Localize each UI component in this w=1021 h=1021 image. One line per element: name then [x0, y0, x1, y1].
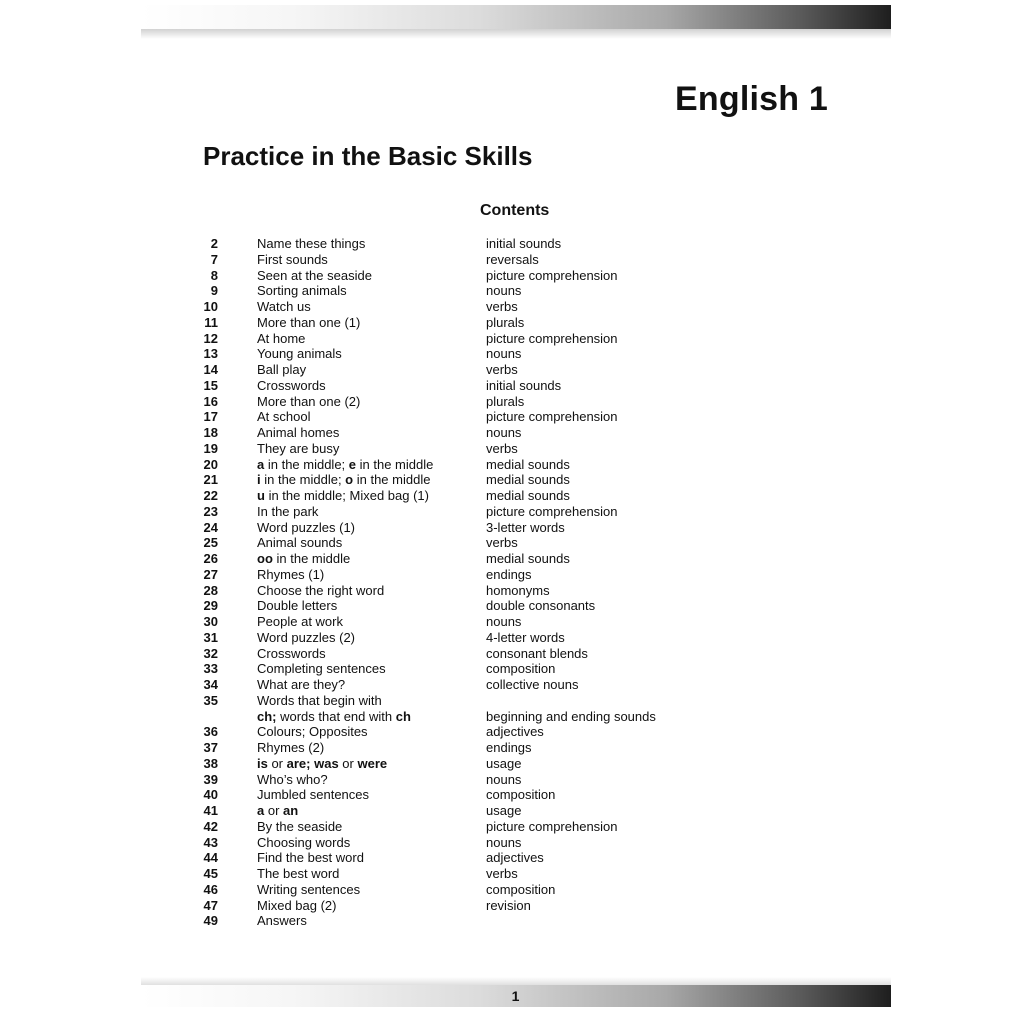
title-segment: were: [357, 755, 388, 771]
contents-entry-title: [257, 315, 486, 331]
contents-page-number: 46: [203, 881, 218, 897]
contents-topic: medial sounds: [486, 551, 570, 566]
contents-entry-title: [257, 850, 486, 866]
contents-row: [190, 677, 730, 693]
title-segment: Double letters: [257, 598, 338, 614]
contents-row: [190, 504, 730, 520]
contents-entry-title: [257, 772, 486, 788]
contents-entry-title: [257, 646, 486, 662]
contents-entry-title: [257, 598, 486, 614]
contents-row: [190, 614, 730, 630]
title-segment: a: [257, 456, 265, 472]
contents-entry-title: [257, 740, 486, 756]
contents-topic: picture comprehension: [486, 409, 618, 425]
contents-page-number: 30: [203, 614, 218, 629]
contents-page-number: 24: [203, 519, 218, 535]
contents-page-number: 35: [203, 692, 218, 708]
title-segment: Young animals: [257, 346, 342, 362]
contents-page-number: 36: [203, 724, 218, 740]
contents-topic: endings: [486, 740, 532, 755]
title-segment: Crosswords: [257, 377, 326, 393]
title-segment: Find the best word: [257, 850, 364, 866]
contents-topic: plurals: [486, 393, 525, 409]
title-segment: Sorting animals: [257, 283, 347, 299]
title-segment: Watch us: [257, 299, 311, 314]
contents-entry-title: [257, 693, 486, 709]
contents-entry-title: [257, 882, 486, 898]
title-segment: At school: [257, 409, 311, 425]
contents-page-number: 44: [203, 850, 218, 866]
contents-topic: revision: [486, 897, 531, 913]
contents-row: [190, 299, 730, 315]
contents-page-number: 34: [203, 677, 218, 692]
contents-page-number: 16: [203, 393, 218, 409]
contents-page-number: 14: [203, 362, 218, 377]
title-segment: or: [338, 755, 358, 771]
title-segment: a: [257, 803, 265, 818]
contents-heading: Contents: [480, 202, 550, 219]
contents-row: [190, 283, 730, 299]
title-segment: Answers: [257, 913, 307, 929]
title-segment: or: [267, 755, 287, 771]
contents-page-number: 21: [203, 472, 218, 488]
contents-page-number: 31: [203, 629, 218, 645]
contents-topic: medial sounds: [486, 488, 570, 503]
contents-row: [190, 331, 730, 347]
contents-topic: initial sounds: [486, 377, 562, 393]
title-segment: Word puzzles (1): [257, 519, 356, 535]
contents-row: [190, 362, 730, 378]
contents-topic: endings: [486, 566, 532, 582]
title-segment: In the park: [257, 503, 319, 519]
title-segment: are; was: [286, 755, 339, 771]
contents-row: [190, 567, 730, 583]
title-segment: u: [257, 488, 265, 503]
contents-entry-title: [257, 346, 486, 362]
contents-entry-title: [257, 236, 486, 252]
contents-topic: homonyms: [486, 582, 550, 598]
title-segment: Rhymes (2): [257, 740, 325, 755]
contents-page-number: 10: [203, 299, 218, 314]
contents-topic: verbs: [486, 440, 518, 456]
contents-row: [190, 598, 730, 614]
title-segment: in the middle: [272, 551, 351, 566]
title-segment: The best word: [257, 866, 340, 881]
contents-entry-title: [257, 535, 486, 551]
contents-page-number: 29: [203, 598, 218, 614]
contents-topic: nouns: [486, 346, 522, 362]
contents-page-number: 19: [203, 440, 218, 456]
contents-page-number: 17: [203, 409, 218, 425]
contents-topic: composition: [486, 661, 556, 677]
contents-topic: plurals: [486, 314, 525, 330]
contents-row: [190, 882, 730, 898]
contents-topic: composition: [486, 881, 556, 897]
contents-topic: verbs: [486, 535, 518, 551]
contents-entry-title: [257, 299, 486, 315]
contents-row: [190, 630, 730, 646]
contents-row: [190, 850, 730, 866]
title-segment: Word puzzles (2): [257, 629, 356, 645]
contents-topic: usage: [486, 803, 522, 818]
title-segment: Rhymes (1): [257, 566, 325, 582]
contents-topic: verbs: [486, 362, 518, 377]
title-segment: oo: [257, 551, 273, 566]
contents-row: [190, 457, 730, 473]
contents-topic: initial sounds: [486, 236, 562, 251]
contents-topic: nouns: [486, 425, 522, 440]
title-segment: More than one (1): [257, 314, 361, 330]
contents-entry-title: [257, 614, 486, 630]
title-segment: First sounds: [257, 251, 328, 267]
contents-page-number: 38: [203, 755, 218, 771]
contents-topic: consonant blends: [486, 645, 588, 661]
contents-entry-title: [257, 724, 486, 740]
contents-row: [190, 646, 730, 662]
contents-entry-title: [257, 425, 486, 441]
title-segment: Name these things: [257, 236, 366, 251]
title-segment: or: [264, 803, 284, 818]
contents-page-number: 37: [203, 740, 218, 755]
contents-page-number: 18: [203, 425, 218, 440]
contents-page-number: 26: [203, 551, 218, 566]
title-segment: Completing sentences: [257, 661, 386, 677]
contents-topic: double consonants: [486, 598, 596, 614]
contents-page-number: 49: [203, 913, 218, 929]
title-segment: Choosing words: [257, 834, 351, 850]
contents-page-number: 15: [203, 377, 218, 393]
contents-row: [190, 236, 730, 252]
contents-entry-title: [257, 677, 486, 693]
contents-page-number: 13: [203, 346, 218, 362]
contents-page-number: 47: [203, 897, 218, 913]
title-segment: in the middle;: [264, 456, 349, 472]
title-segment: Mixed bag (2): [257, 897, 337, 913]
contents-entry-title: [257, 661, 486, 677]
contents-row: [190, 756, 730, 772]
contents-entry-title: [257, 787, 486, 803]
contents-page-number: 42: [203, 818, 218, 834]
title-segment: Animal sounds: [257, 535, 343, 551]
contents-page-number: 40: [203, 787, 218, 803]
contents-entry-title: [257, 268, 486, 284]
contents-row: [190, 740, 730, 756]
contents-topic: nouns: [486, 834, 522, 850]
title-segment: By the seaside: [257, 818, 343, 834]
contents-row: [190, 551, 730, 567]
contents-page-number: [190, 709, 218, 725]
title-segment: in the middle; Mixed bag (1): [264, 488, 429, 503]
contents-entry-title: [257, 457, 486, 473]
contents-row: [190, 819, 730, 835]
contents-row: [190, 535, 730, 551]
title-segment: in the middle: [356, 456, 434, 472]
contents-row: [190, 803, 730, 819]
contents-topic: usage: [486, 755, 522, 771]
title-segment: e: [348, 456, 357, 472]
contents-entry-title: [257, 394, 486, 410]
contents-entry-title: [257, 488, 486, 504]
title-segment: People at work: [257, 614, 343, 629]
contents-page-number: 27: [203, 566, 218, 582]
contents-page-number: 7: [210, 251, 218, 267]
title-segment: Colours; Opposites: [257, 724, 368, 740]
contents-row: [190, 913, 730, 929]
title-segment: o: [345, 472, 354, 488]
contents-topic: picture comprehension: [486, 330, 618, 346]
contents-row: [190, 724, 730, 740]
book-subtitle: Practice in the Basic Skills: [203, 141, 533, 171]
title-segment: is: [257, 755, 268, 771]
contents-topic: composition: [486, 787, 556, 803]
contents-row: [190, 252, 730, 268]
contents-page-number: 25: [203, 535, 218, 551]
title-segment: At home: [257, 330, 306, 346]
contents-entry-title: [257, 409, 486, 425]
contents-topic: medial sounds: [486, 472, 570, 488]
contents-row: [190, 787, 730, 803]
contents-entry-title: [257, 504, 486, 520]
title-segment: Choose the right word: [257, 582, 385, 598]
contents-entry-title: [257, 378, 486, 394]
contents-row: [190, 346, 730, 362]
contents-page-number: 43: [203, 834, 218, 850]
contents-page-number: 28: [203, 582, 218, 598]
contents-row: [190, 661, 730, 677]
contents-row: [190, 583, 730, 599]
contents-entry-title: [257, 913, 486, 929]
contents-page-number: 22: [203, 488, 218, 503]
contents-row: [190, 394, 730, 410]
book-title: English 1: [675, 80, 828, 118]
contents-row: [190, 378, 730, 394]
contents-entry-title: [257, 441, 486, 457]
contents-entry-title: [257, 898, 486, 914]
contents-entry-title: [257, 567, 486, 583]
contents-row: [190, 488, 730, 504]
contents-row: [190, 772, 730, 788]
contents-page-number: 11: [204, 314, 218, 330]
page-number: 1: [511, 988, 520, 1004]
contents-page-number: 20: [203, 456, 218, 472]
contents-topic: picture comprehension: [486, 503, 618, 519]
contents-page-number: 32: [203, 645, 218, 661]
contents-page-number: 41: [203, 803, 218, 818]
contents-topic: verbs: [486, 866, 518, 881]
contents-topic: beginning and ending sounds: [486, 708, 656, 724]
contents-topic: 4-letter words: [486, 629, 565, 645]
title-segment: Words that begin with: [257, 692, 382, 708]
contents-page-number: 12: [203, 330, 218, 346]
title-segment: ch: [395, 708, 411, 724]
contents-entry-title: [257, 583, 486, 599]
contents-entry-title: [257, 630, 486, 646]
contents-page-number: 2: [210, 236, 218, 251]
title-segment: Writing sentences: [257, 881, 361, 897]
contents-page-number: 33: [203, 661, 218, 677]
title-segment: an: [283, 803, 299, 818]
contents-entry-title: [257, 709, 486, 725]
contents-topic: nouns: [486, 771, 522, 787]
contents-topic: adjectives: [486, 724, 544, 740]
contents-topic: collective nouns: [486, 677, 579, 692]
title-segment: They are busy: [257, 440, 340, 456]
contents-row: [190, 472, 730, 488]
contents-page-number: 39: [203, 771, 218, 787]
contents-row: [190, 835, 730, 851]
contents-entry-title: [257, 472, 486, 488]
contents-row: [190, 425, 730, 441]
header-bar: [141, 5, 891, 29]
contents-row: [190, 441, 730, 457]
contents-topic: adjectives: [486, 850, 544, 866]
title-segment: Who’s who?: [257, 771, 328, 787]
title-segment: Seen at the seaside: [257, 267, 372, 283]
title-segment: Ball play: [257, 362, 307, 377]
contents-row: [190, 898, 730, 914]
contents-topic: verbs: [486, 299, 518, 314]
contents-entry-title: [257, 283, 486, 299]
contents-page-number: 9: [210, 283, 218, 299]
contents-page-number: 23: [203, 503, 218, 519]
contents-row: [190, 268, 730, 284]
contents-row: [190, 693, 730, 709]
title-segment: words that end with: [276, 708, 396, 724]
contents-entry-title: [257, 803, 486, 819]
contents-row: [190, 520, 730, 536]
contents-topic: medial sounds: [486, 456, 570, 472]
contents-entry-title: [257, 331, 486, 347]
title-segment: Crosswords: [257, 645, 326, 661]
contents-row: [190, 866, 730, 882]
contents-entry-title: [257, 551, 486, 567]
title-segment: More than one (2): [257, 393, 361, 409]
title-segment: in the middle;: [260, 472, 346, 488]
contents-topic: nouns: [486, 283, 522, 299]
contents-list: [190, 236, 730, 929]
title-segment: Animal homes: [257, 425, 340, 440]
contents-topic: picture comprehension: [486, 267, 618, 283]
contents-page-number: 8: [210, 267, 218, 283]
contents-entry-title: [257, 819, 486, 835]
contents-entry-title: [257, 866, 486, 882]
contents-row: [190, 315, 730, 331]
contents-topic: reversals: [486, 251, 539, 267]
contents-page-number: 45: [203, 866, 218, 881]
title-segment: What are they?: [257, 677, 346, 692]
title-segment: ch;: [257, 708, 277, 724]
contents-topic: nouns: [486, 614, 522, 629]
contents-topic: 3-letter words: [486, 519, 565, 535]
title-segment: i: [257, 472, 261, 488]
contents-row: [190, 409, 730, 425]
contents-row: [190, 709, 730, 725]
title-segment: in the middle: [353, 472, 431, 488]
contents-entry-title: [257, 756, 486, 772]
contents-entry-title: [257, 835, 486, 851]
contents-topic: picture comprehension: [486, 818, 618, 834]
contents-entry-title: [257, 252, 486, 268]
title-segment: Jumbled sentences: [257, 787, 370, 803]
contents-entry-title: [257, 520, 486, 536]
contents-entry-title: [257, 362, 486, 378]
